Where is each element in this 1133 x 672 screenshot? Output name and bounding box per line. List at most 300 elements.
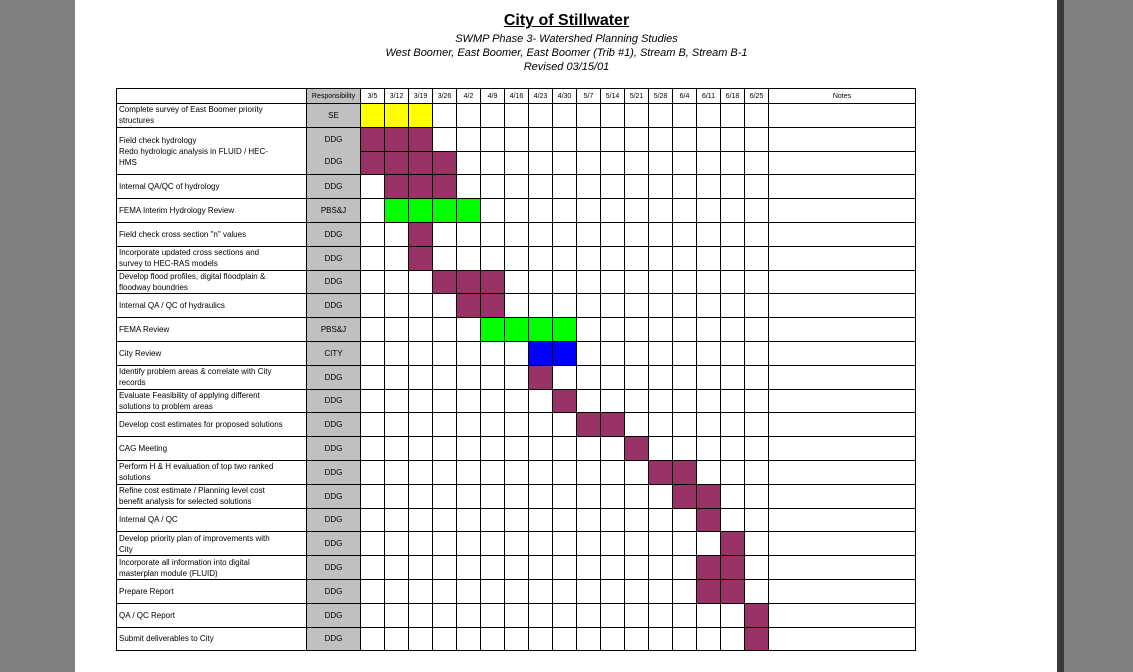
week-cell — [409, 508, 433, 532]
week-cell — [385, 460, 409, 484]
week-cell — [457, 365, 481, 389]
week-cell — [385, 508, 409, 532]
week-cell — [673, 104, 697, 128]
week-cell — [553, 270, 577, 294]
week-cell — [361, 246, 385, 270]
gantt-bar-cell — [409, 127, 433, 151]
week-cell — [433, 246, 457, 270]
week-cell — [601, 389, 625, 413]
week-cell — [577, 437, 601, 461]
task-name — [117, 627, 307, 651]
week-cell — [433, 437, 457, 461]
task-name-line: records — [119, 378, 146, 388]
task-name — [117, 246, 307, 270]
task-row — [117, 294, 916, 318]
week-cell — [361, 579, 385, 603]
week-cell — [529, 175, 553, 199]
week-cell — [721, 270, 745, 294]
task-name — [117, 603, 307, 627]
gantt-bar-cell — [409, 222, 433, 246]
week-header: 4/30 — [553, 89, 577, 104]
week-cell — [529, 127, 553, 151]
responsibility-value: DDG — [324, 610, 343, 620]
week-cell — [577, 365, 601, 389]
task-name-line: solutions — [119, 473, 151, 483]
week-cell — [385, 270, 409, 294]
week-cell — [721, 389, 745, 413]
week-cell — [673, 294, 697, 318]
week-cell — [745, 222, 769, 246]
week-cell — [481, 175, 505, 199]
week-cell — [385, 484, 409, 508]
task-name-line: floodway boundries — [119, 282, 188, 292]
week-cell — [649, 294, 673, 318]
notes-cell — [769, 437, 916, 461]
week-cell — [361, 222, 385, 246]
gantt-bar-cell — [697, 508, 721, 532]
week-cell — [745, 246, 769, 270]
week-cell — [361, 365, 385, 389]
week-cell — [745, 389, 769, 413]
week-cell — [457, 460, 481, 484]
gantt-bar-cell — [697, 579, 721, 603]
task-name — [117, 270, 307, 294]
responsibility-cell — [307, 532, 361, 556]
week-cell — [625, 556, 649, 580]
week-cell — [649, 246, 673, 270]
week-cell — [505, 579, 529, 603]
gantt-bar-cell — [529, 365, 553, 389]
task-name-line: Redo hydrologic analysis in FLUID / HEC- — [119, 146, 268, 156]
gantt-bar-cell — [505, 318, 529, 342]
week-cell — [361, 484, 385, 508]
week-cell — [433, 413, 457, 437]
notes-cell — [769, 484, 916, 508]
week-cell — [505, 627, 529, 651]
week-cell — [625, 365, 649, 389]
week-cell — [745, 532, 769, 556]
task-row — [117, 246, 916, 270]
task-row — [117, 484, 916, 508]
gantt-bar-cell — [697, 484, 721, 508]
week-cell — [553, 484, 577, 508]
week-cell — [481, 199, 505, 223]
week-cell — [409, 294, 433, 318]
week-cell — [505, 104, 529, 128]
week-cell — [649, 556, 673, 580]
week-cell — [649, 151, 673, 175]
task-name — [117, 175, 307, 199]
gantt-bar-cell — [553, 341, 577, 365]
week-cell — [697, 460, 721, 484]
week-header: 5/7 — [577, 89, 601, 104]
subtitle-streams: West Boomer, East Boomer, East Boomer (Trib #1), Stream B, Stream B-1 — [385, 47, 748, 59]
task-name — [117, 127, 307, 175]
week-cell — [505, 413, 529, 437]
task-name-line: Refine cost estimate / Planning level cost — [119, 486, 265, 496]
week-cell — [457, 389, 481, 413]
week-cell — [601, 484, 625, 508]
week-cell — [625, 270, 649, 294]
week-cell — [721, 413, 745, 437]
week-cell — [697, 365, 721, 389]
task-name-line: HMS — [119, 157, 137, 167]
gantt-bar-cell — [457, 294, 481, 318]
notes-cell — [769, 460, 916, 484]
task-name-line: QA / QC Report — [119, 610, 176, 620]
week-cell — [457, 627, 481, 651]
responsibility-cell — [307, 104, 361, 128]
responsibility-value: PBS&J — [320, 325, 347, 335]
week-cell — [673, 627, 697, 651]
week-cell — [409, 389, 433, 413]
task-name — [117, 389, 307, 413]
week-cell — [553, 246, 577, 270]
week-cell — [697, 627, 721, 651]
week-cell — [745, 460, 769, 484]
week-cell — [577, 508, 601, 532]
notes-cell — [769, 508, 916, 532]
week-cell — [505, 246, 529, 270]
week-cell — [649, 627, 673, 651]
week-cell — [481, 437, 505, 461]
week-cell — [553, 556, 577, 580]
task-name — [117, 222, 307, 246]
week-cell — [481, 579, 505, 603]
responsibility-value: DDG — [324, 467, 343, 477]
week-cell — [721, 508, 745, 532]
week-cell — [409, 341, 433, 365]
week-cell — [553, 603, 577, 627]
week-cell — [745, 341, 769, 365]
task-row — [117, 627, 916, 651]
week-cell — [745, 318, 769, 342]
responsibility-cell — [307, 437, 361, 461]
page-shadow — [1057, 0, 1064, 672]
task-name-line: Develop priority plan of improvements with — [119, 533, 270, 543]
week-cell — [457, 175, 481, 199]
responsibility-value: DDG — [324, 491, 343, 501]
week-cell — [385, 413, 409, 437]
task-name-line: masterplan module (FLUID) — [119, 568, 218, 578]
notes-cell — [769, 294, 916, 318]
week-cell — [481, 603, 505, 627]
week-cell — [409, 413, 433, 437]
week-cell — [697, 341, 721, 365]
week-cell — [409, 365, 433, 389]
week-cell — [529, 556, 553, 580]
week-cell — [385, 603, 409, 627]
notes-cell — [769, 318, 916, 342]
task-row — [117, 579, 916, 603]
week-cell — [601, 318, 625, 342]
notes-cell — [769, 413, 916, 437]
week-cell — [505, 341, 529, 365]
notes-cell — [769, 151, 916, 175]
week-header: 4/9 — [481, 89, 505, 104]
gantt-bar-cell — [385, 151, 409, 175]
responsibility-cell — [307, 294, 361, 318]
task-row — [117, 556, 916, 580]
week-cell — [649, 341, 673, 365]
week-cell — [625, 222, 649, 246]
task-name-line: survey to HEC-RAS models — [119, 259, 218, 269]
week-cell — [481, 222, 505, 246]
week-cell — [721, 151, 745, 175]
task-name-line: City Review — [119, 348, 162, 358]
week-cell — [361, 199, 385, 223]
week-cell — [505, 389, 529, 413]
responsibility-cell — [307, 270, 361, 294]
task-name-line: Internal QA / QC — [119, 515, 178, 525]
week-cell — [649, 484, 673, 508]
week-header: 4/23 — [529, 89, 553, 104]
task-name — [117, 413, 307, 437]
week-cell — [457, 603, 481, 627]
week-cell — [577, 175, 601, 199]
week-cell — [745, 508, 769, 532]
week-cell — [529, 389, 553, 413]
task-name-line: benefit analysis for selected solutions — [119, 497, 252, 507]
week-cell — [553, 127, 577, 151]
responsibility-value: DDG — [324, 539, 343, 549]
week-cell — [673, 270, 697, 294]
responsibility-cell — [307, 365, 361, 389]
task-row — [117, 532, 916, 556]
week-cell — [481, 413, 505, 437]
week-cell — [577, 151, 601, 175]
week-cell — [721, 175, 745, 199]
week-cell — [721, 365, 745, 389]
week-cell — [457, 508, 481, 532]
week-cell — [697, 104, 721, 128]
week-cell — [361, 389, 385, 413]
week-cell — [577, 270, 601, 294]
week-cell — [361, 556, 385, 580]
week-cell — [409, 437, 433, 461]
week-cell — [481, 246, 505, 270]
responsibility-cell — [307, 246, 361, 270]
task-row — [117, 365, 916, 389]
task-name — [117, 437, 307, 461]
week-cell — [457, 104, 481, 128]
week-cell — [601, 437, 625, 461]
gantt-bar-cell — [529, 318, 553, 342]
week-cell — [721, 627, 745, 651]
responsibility-cell — [307, 199, 361, 223]
week-cell — [385, 579, 409, 603]
week-cell — [697, 532, 721, 556]
week-cell — [601, 104, 625, 128]
task-name-line: Identify problem areas & correlate with City — [119, 367, 272, 377]
week-cell — [745, 127, 769, 151]
week-cell — [745, 294, 769, 318]
week-cell — [649, 603, 673, 627]
week-cell — [361, 294, 385, 318]
gantt-bar-cell — [553, 389, 577, 413]
week-cell — [721, 104, 745, 128]
week-cell — [577, 222, 601, 246]
gantt-bar-cell — [385, 104, 409, 128]
week-cell — [529, 151, 553, 175]
task-name-line: FEMA Interim Hydrology Review — [119, 206, 235, 216]
week-cell — [721, 127, 745, 151]
responsibility-value: DDG — [324, 182, 343, 192]
task-name-line: Develop flood profiles, digital floodplain & — [119, 271, 266, 281]
week-cell — [409, 484, 433, 508]
gantt-bar-cell — [433, 175, 457, 199]
week-cell — [457, 151, 481, 175]
week-cell — [649, 270, 673, 294]
week-cell — [409, 556, 433, 580]
week-cell — [529, 579, 553, 603]
week-cell — [625, 199, 649, 223]
week-cell — [649, 199, 673, 223]
week-cell — [577, 484, 601, 508]
week-cell — [721, 222, 745, 246]
week-header: 6/11 — [697, 89, 721, 104]
week-cell — [433, 532, 457, 556]
week-cell — [577, 127, 601, 151]
week-cell — [649, 389, 673, 413]
gantt-bar-cell — [433, 270, 457, 294]
week-cell — [625, 413, 649, 437]
week-cell — [529, 437, 553, 461]
week-cell — [625, 341, 649, 365]
week-cell — [505, 532, 529, 556]
week-cell — [649, 127, 673, 151]
week-cell — [457, 556, 481, 580]
week-cell — [385, 246, 409, 270]
responsibility-value: DDG — [324, 515, 343, 525]
week-cell — [529, 413, 553, 437]
week-cell — [481, 556, 505, 580]
gantt-bar-cell — [481, 294, 505, 318]
week-cell — [601, 175, 625, 199]
week-cell — [481, 484, 505, 508]
week-cell — [529, 508, 553, 532]
week-cell — [625, 104, 649, 128]
week-cell — [505, 508, 529, 532]
task-row — [117, 437, 916, 461]
responsibility-value: DDG — [324, 563, 343, 573]
schedule-table — [116, 88, 916, 651]
week-cell — [721, 199, 745, 223]
week-cell — [673, 532, 697, 556]
gantt-bar-cell — [409, 199, 433, 223]
week-cell — [481, 341, 505, 365]
week-cell — [625, 603, 649, 627]
week-cell — [361, 175, 385, 199]
week-cell — [697, 318, 721, 342]
week-cell — [697, 294, 721, 318]
week-cell — [505, 460, 529, 484]
notes-cell — [769, 222, 916, 246]
notes-cell — [769, 341, 916, 365]
week-cell — [673, 222, 697, 246]
task-name — [117, 341, 307, 365]
task-row — [117, 104, 916, 128]
week-cell — [625, 175, 649, 199]
week-cell — [433, 222, 457, 246]
gantt-bar-cell — [409, 175, 433, 199]
week-cell — [601, 532, 625, 556]
task-row — [117, 175, 916, 199]
week-cell — [625, 484, 649, 508]
week-cell — [385, 389, 409, 413]
gantt-bar-cell — [697, 556, 721, 580]
week-cell — [577, 199, 601, 223]
week-cell — [601, 127, 625, 151]
week-header: 6/25 — [745, 89, 769, 104]
task-header-blank — [117, 89, 307, 104]
responsibility-value: DDG — [324, 135, 343, 145]
notes-cell — [769, 556, 916, 580]
gantt-bar-cell — [721, 532, 745, 556]
week-cell — [481, 365, 505, 389]
week-cell — [361, 508, 385, 532]
week-cell — [361, 603, 385, 627]
week-cell — [601, 199, 625, 223]
week-cell — [505, 222, 529, 246]
gantt-bar-cell — [745, 603, 769, 627]
week-cell — [649, 318, 673, 342]
task-name — [117, 294, 307, 318]
gantt-bar-cell — [625, 437, 649, 461]
week-cell — [601, 341, 625, 365]
week-cell — [433, 603, 457, 627]
responsibility-cell — [307, 603, 361, 627]
week-cell — [553, 532, 577, 556]
gantt-bar-cell — [457, 199, 481, 223]
week-cell — [601, 246, 625, 270]
gantt-bar-cell — [721, 556, 745, 580]
week-cell — [553, 199, 577, 223]
task-name — [117, 532, 307, 556]
week-cell — [697, 437, 721, 461]
task-name-line: Internal QA/QC of hydrology — [119, 182, 220, 192]
week-cell — [601, 294, 625, 318]
week-cell — [385, 341, 409, 365]
week-cell — [649, 222, 673, 246]
week-cell — [457, 341, 481, 365]
week-cell — [433, 460, 457, 484]
gantt-bar-cell — [745, 627, 769, 651]
week-cell — [529, 199, 553, 223]
task-name-line: Incorporate all information into digital — [119, 557, 250, 567]
task-row — [117, 222, 916, 246]
week-cell — [625, 294, 649, 318]
week-cell — [601, 460, 625, 484]
task-name-line: structures — [119, 116, 155, 126]
week-cell — [553, 104, 577, 128]
task-name — [117, 104, 307, 128]
week-cell — [505, 175, 529, 199]
week-cell — [649, 532, 673, 556]
week-cell — [721, 484, 745, 508]
week-cell — [625, 246, 649, 270]
week-cell — [457, 222, 481, 246]
responsibility-cell — [307, 222, 361, 246]
week-cell — [577, 389, 601, 413]
week-cell — [529, 484, 553, 508]
task-name-line: Internal QA / QC of hydraulics — [119, 301, 225, 311]
week-cell — [601, 270, 625, 294]
week-header: 5/28 — [649, 89, 673, 104]
week-cell — [601, 151, 625, 175]
week-cell — [433, 104, 457, 128]
week-cell — [577, 627, 601, 651]
